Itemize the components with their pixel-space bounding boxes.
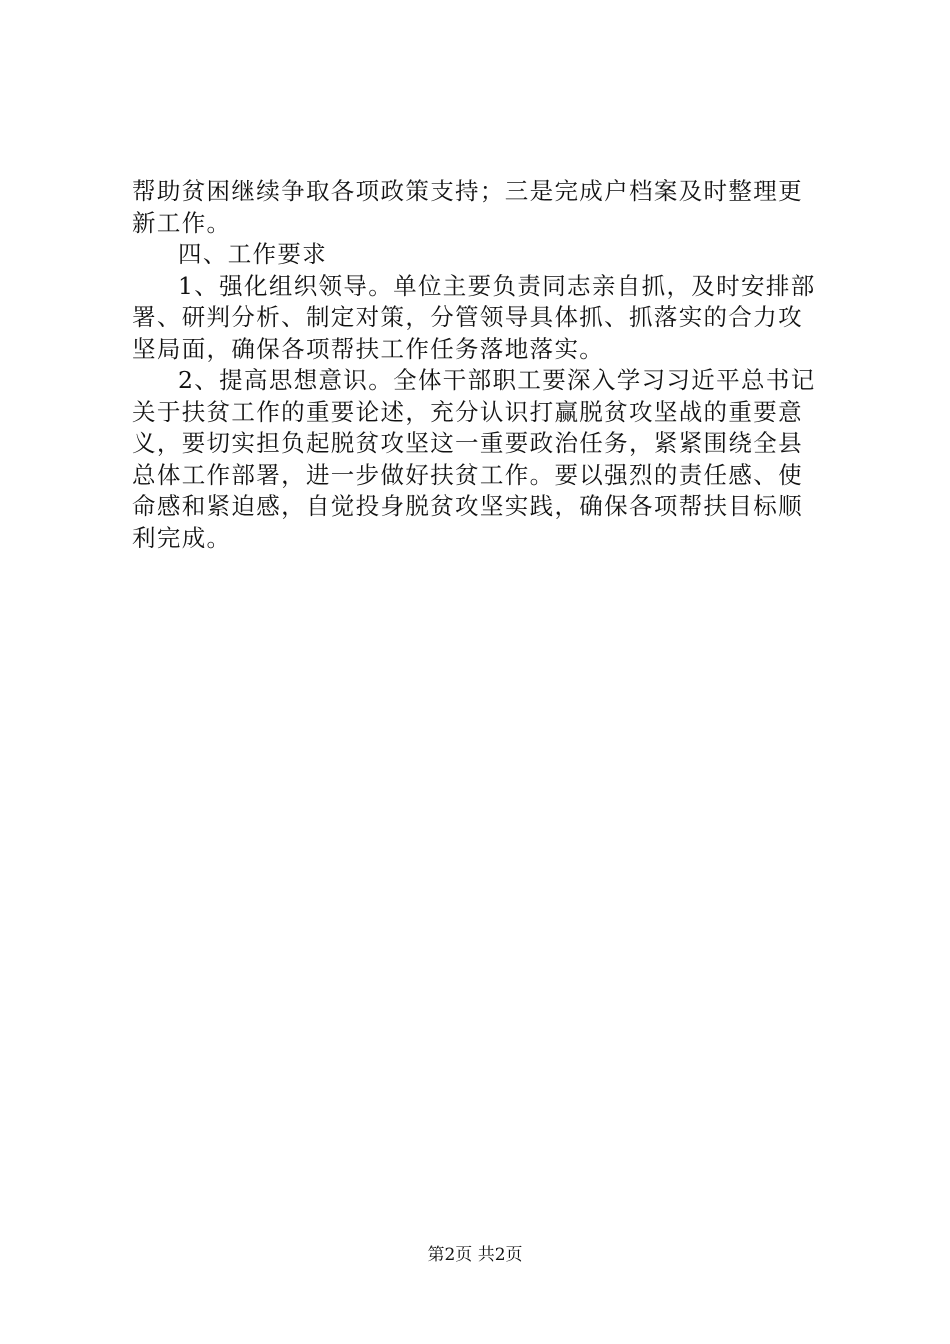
page-number-footer: 第2页 共2页 xyxy=(427,1245,523,1265)
text-line: 命感和紧迫感，自觉投身脱贫攻坚实践，确保各项帮扶目标顺 xyxy=(132,492,803,520)
document-body xyxy=(132,176,832,554)
text-line: 关于扶贫工作的重要论述，充分认识打赢脱贫攻坚战的重要意 xyxy=(132,397,803,426)
text-line: 总体工作部署，进一步做好扶贫工作。要以强烈的责任感、使 xyxy=(132,460,803,489)
text-line: 署、研判分析、制定对策，分管领导具体抓、抓落实的合力攻 xyxy=(132,303,803,331)
heading-text: 四、工作要求 xyxy=(178,240,328,268)
text-line: 新工作。 xyxy=(132,208,232,237)
text-line: 2、提高思想意识。全体干部职工要深入学习习近平总书记 xyxy=(178,366,816,394)
text-line: 1、强化组织领导。单位主要负责同志亲自抓，及时安排部 xyxy=(178,271,816,300)
requirement-item-1 xyxy=(132,271,832,366)
section-heading xyxy=(132,239,832,271)
text-line: 帮助贫困继续争取各项政策支持；三是完成户档案及时整理更 xyxy=(132,177,803,205)
requirement-item-2 xyxy=(132,365,832,554)
text-line: 利完成。 xyxy=(132,523,232,552)
paragraph-continuation xyxy=(132,176,832,239)
text-line: 义，要切实担负起脱贫攻坚这一重要政治任务，紧紧围绕全县 xyxy=(132,429,803,457)
text-line: 坚局面，确保各项帮扶工作任务落地落实。 xyxy=(132,334,605,363)
